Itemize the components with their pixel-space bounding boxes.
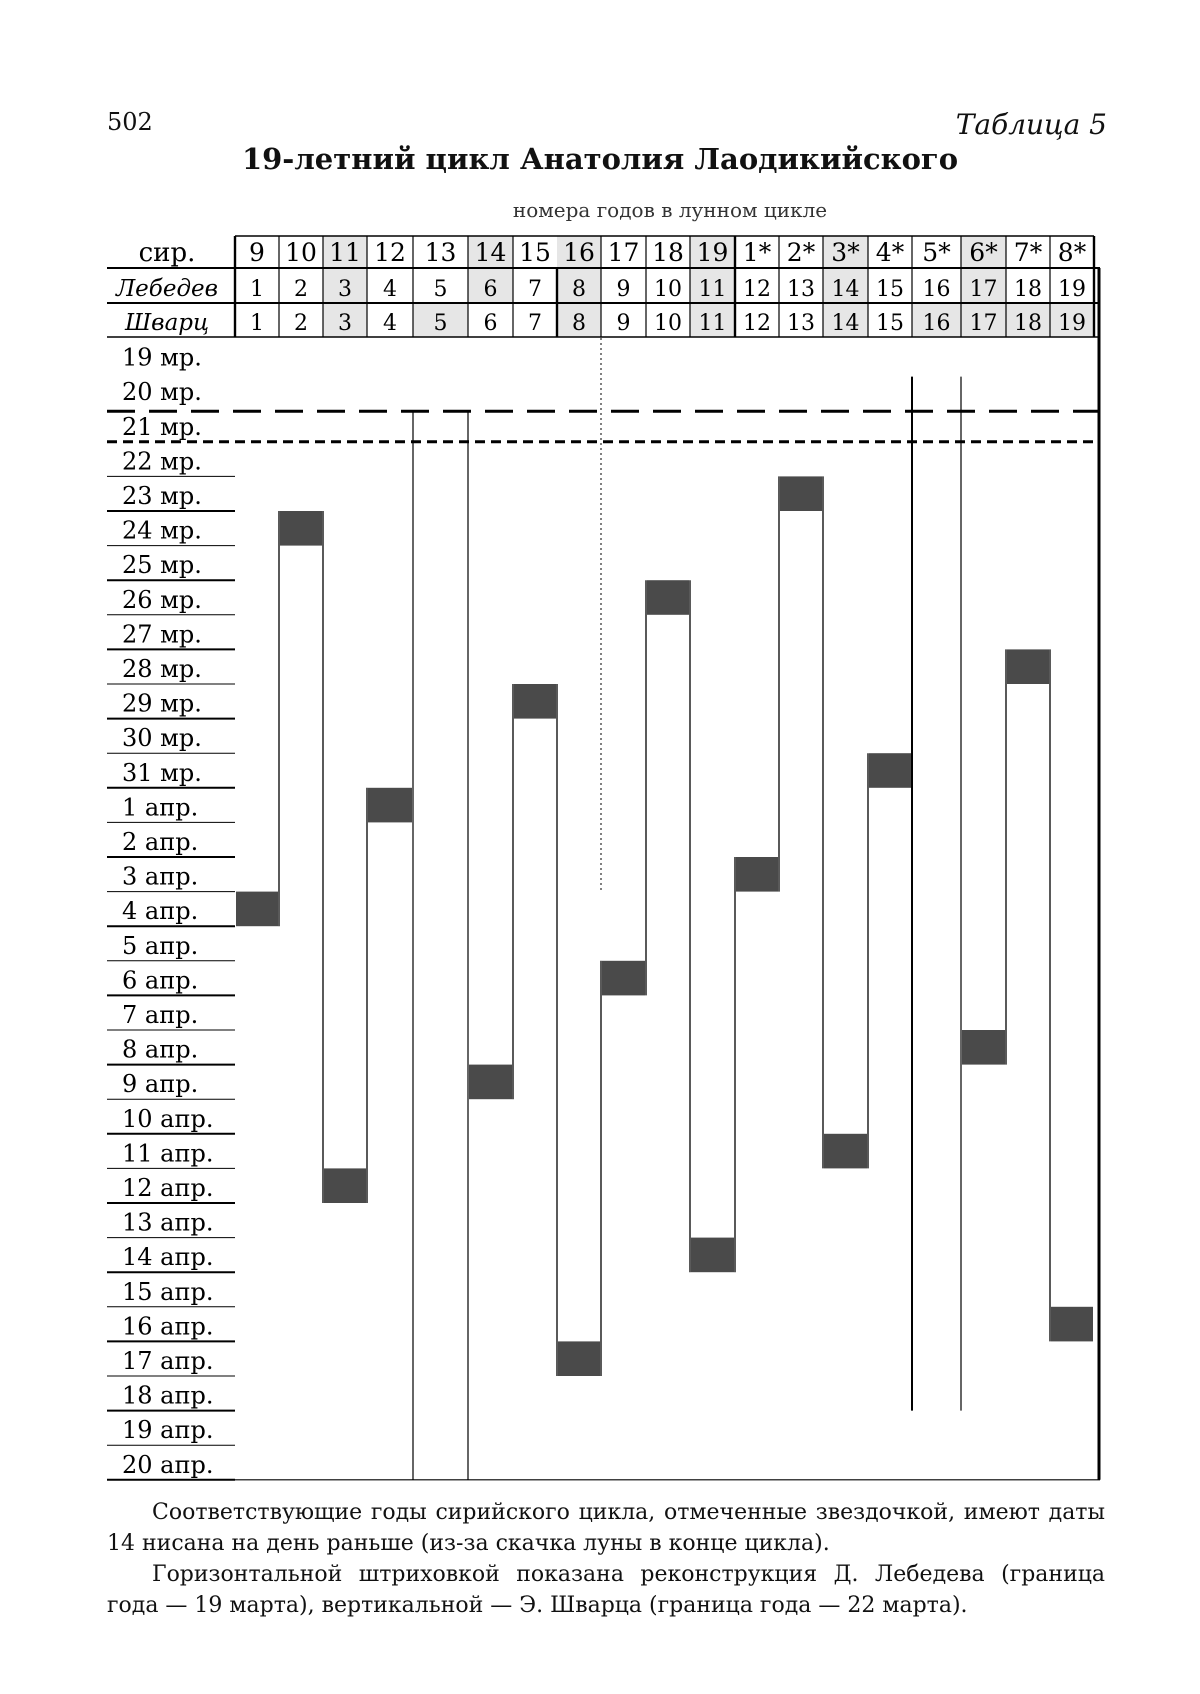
nisan-14-marker bbox=[780, 476, 822, 511]
date-label: 19 мр. bbox=[122, 343, 202, 372]
table-title: 19-летний цикл Анатолия Лаодикийского bbox=[241, 142, 959, 176]
year-cell: 9 bbox=[249, 238, 265, 267]
date-label: 27 мр. bbox=[122, 620, 202, 649]
date-label: 15 апр. bbox=[122, 1277, 214, 1306]
year-cell: 4 bbox=[383, 277, 397, 302]
nisan-14-marker bbox=[1007, 649, 1049, 684]
date-label: 13 апр. bbox=[122, 1208, 214, 1237]
date-label: 2 апр. bbox=[122, 828, 199, 856]
year-cell: 8* bbox=[1057, 238, 1087, 267]
year-cell: 6 bbox=[483, 311, 498, 336]
year-cell: 6 bbox=[483, 277, 498, 302]
date-label: 10 апр. bbox=[122, 1104, 214, 1133]
nisan-14-marker bbox=[736, 857, 778, 892]
year-cell: 19 bbox=[696, 238, 729, 267]
year-cell: 10 bbox=[654, 277, 682, 302]
nisan-14-marker bbox=[962, 1030, 1005, 1065]
year-cell: 7 bbox=[528, 277, 542, 302]
year-cell: 16 bbox=[922, 311, 951, 336]
year-cell: 4 bbox=[383, 311, 397, 336]
nisan-14-marker bbox=[691, 1238, 734, 1273]
date-label: 1 апр. bbox=[122, 793, 199, 822]
date-label: 20 апр. bbox=[122, 1450, 214, 1479]
date-label: 21 мр. bbox=[122, 412, 202, 441]
nisan-14-marker bbox=[869, 753, 911, 788]
year-cell: 7* bbox=[1013, 238, 1043, 267]
year-cell: 1 bbox=[250, 311, 264, 336]
year-cell: 14 bbox=[474, 238, 507, 267]
date-label: 30 мр. bbox=[122, 724, 202, 753]
date-label: 28 мр. bbox=[122, 655, 202, 683]
date-label: 4 апр. bbox=[122, 897, 199, 926]
page-number: 502 bbox=[107, 108, 153, 136]
nisan-14-marker bbox=[558, 1341, 600, 1376]
year-cell: 19 bbox=[1058, 311, 1086, 336]
date-label: 26 мр. bbox=[122, 585, 202, 614]
date-label: 3 апр. bbox=[122, 862, 199, 891]
axis-subtitle: номера годов в лунном цикле bbox=[512, 198, 828, 222]
year-cell: 10 bbox=[285, 238, 317, 267]
nisan-14-marker bbox=[824, 1134, 867, 1169]
year-cell: 2 bbox=[294, 311, 308, 336]
date-label: 18 апр. bbox=[122, 1381, 214, 1410]
year-cell: 11 bbox=[698, 311, 727, 336]
nisan-14-marker bbox=[280, 511, 322, 546]
year-cell: 11 bbox=[698, 277, 727, 302]
date-label: 16 апр. bbox=[122, 1312, 214, 1341]
year-cell: 5 bbox=[433, 277, 448, 302]
year-cell: 13 bbox=[787, 277, 815, 302]
year-cell: 18 bbox=[1014, 277, 1042, 302]
year-cell: 3 bbox=[338, 311, 352, 336]
year-cell: 7 bbox=[528, 311, 542, 336]
year-cell: 18 bbox=[652, 238, 684, 267]
year-cell: 1 bbox=[250, 277, 264, 302]
year-cell: 17 bbox=[607, 238, 640, 267]
table-label: Таблица 5 bbox=[955, 108, 1107, 141]
nisan-14-marker bbox=[602, 961, 645, 996]
year-cell: 9 bbox=[616, 277, 631, 302]
nisan-14-marker bbox=[514, 684, 556, 719]
caption-paragraph-1: Соответствующие годы сирийского цикла, отмеченные звездочкой, имеют даты 14 нисана на день раньше (из-за скачка луны в конце цикла). bbox=[107, 1500, 1105, 1556]
year-cell: 15 bbox=[519, 238, 551, 267]
nisan-14-marker bbox=[469, 1065, 512, 1100]
nisan-14-marker bbox=[236, 892, 278, 927]
date-label: 6 апр. bbox=[122, 966, 199, 995]
year-cell: 18 bbox=[1014, 311, 1042, 336]
caption-paragraph-2: Горизонтальной штриховкой показана реконструкция Д. Лебедева (граница года — 19 марта), вертикальной — Э. Шварца (граница года — 22 марта). bbox=[107, 1562, 1105, 1618]
year-cell: 15 bbox=[876, 277, 904, 302]
year-cell: 12 bbox=[743, 277, 771, 302]
year-cell: 2 bbox=[294, 277, 308, 302]
year-cell: 13 bbox=[787, 311, 815, 336]
year-cell: 17 bbox=[969, 277, 998, 302]
year-cell: 3 bbox=[338, 277, 352, 302]
year-cell: 12 bbox=[374, 238, 406, 267]
nisan-14-marker bbox=[324, 1168, 366, 1203]
year-cell: 2* bbox=[786, 238, 816, 267]
year-cell: 4* bbox=[875, 238, 905, 267]
year-cell: 1* bbox=[742, 238, 772, 267]
date-label: 19 апр. bbox=[122, 1416, 214, 1445]
date-label: 22 мр. bbox=[122, 447, 202, 476]
date-label: 11 апр. bbox=[122, 1139, 214, 1168]
nisan-14-marker bbox=[368, 788, 412, 823]
year-cell: 14 bbox=[831, 311, 860, 336]
date-label: 12 апр. bbox=[122, 1174, 214, 1202]
year-cell: 11 bbox=[329, 238, 361, 267]
year-cell: 5 bbox=[433, 311, 448, 336]
year-cell: 5* bbox=[922, 238, 951, 267]
caption bbox=[107, 1497, 1105, 1621]
year-cell: 10 bbox=[654, 311, 682, 336]
year-cell: 16 bbox=[922, 277, 951, 302]
year-cell: 8 bbox=[572, 311, 586, 336]
date-label: 8 апр. bbox=[122, 1035, 199, 1064]
date-label: 31 мр. bbox=[122, 758, 202, 787]
date-label: 29 мр. bbox=[122, 689, 202, 718]
row-label-lebedev: Лебедев bbox=[115, 276, 219, 302]
date-label: 14 апр. bbox=[122, 1243, 214, 1272]
year-cell: 12 bbox=[743, 311, 771, 336]
date-label: 24 мр. bbox=[122, 516, 202, 545]
date-label: 7 апр. bbox=[122, 1001, 199, 1029]
year-cell: 16 bbox=[563, 238, 595, 267]
year-cell: 17 bbox=[969, 311, 998, 336]
year-cell: 8 bbox=[572, 277, 586, 302]
nisan-14-marker bbox=[647, 580, 689, 615]
date-label: 23 мр. bbox=[122, 482, 202, 510]
row-label-syr: сир. bbox=[138, 238, 196, 268]
date-label: 20 мр. bbox=[122, 378, 202, 407]
year-cell: 15 bbox=[876, 311, 904, 336]
year-cell: 13 bbox=[424, 238, 457, 267]
year-cell: 14 bbox=[831, 277, 860, 302]
date-label: 9 апр. bbox=[122, 1070, 199, 1099]
row-label-schwarz: Шварц bbox=[124, 310, 210, 336]
date-label: 17 апр. bbox=[122, 1347, 214, 1375]
year-cell: 6* bbox=[969, 238, 998, 267]
year-cell: 9 bbox=[616, 311, 631, 336]
nisan-14-marker bbox=[1051, 1307, 1093, 1342]
date-label: 25 мр. bbox=[122, 551, 202, 580]
year-cell: 19 bbox=[1058, 277, 1086, 302]
year-cell: 3* bbox=[831, 238, 860, 267]
date-label: 5 апр. bbox=[122, 931, 199, 960]
